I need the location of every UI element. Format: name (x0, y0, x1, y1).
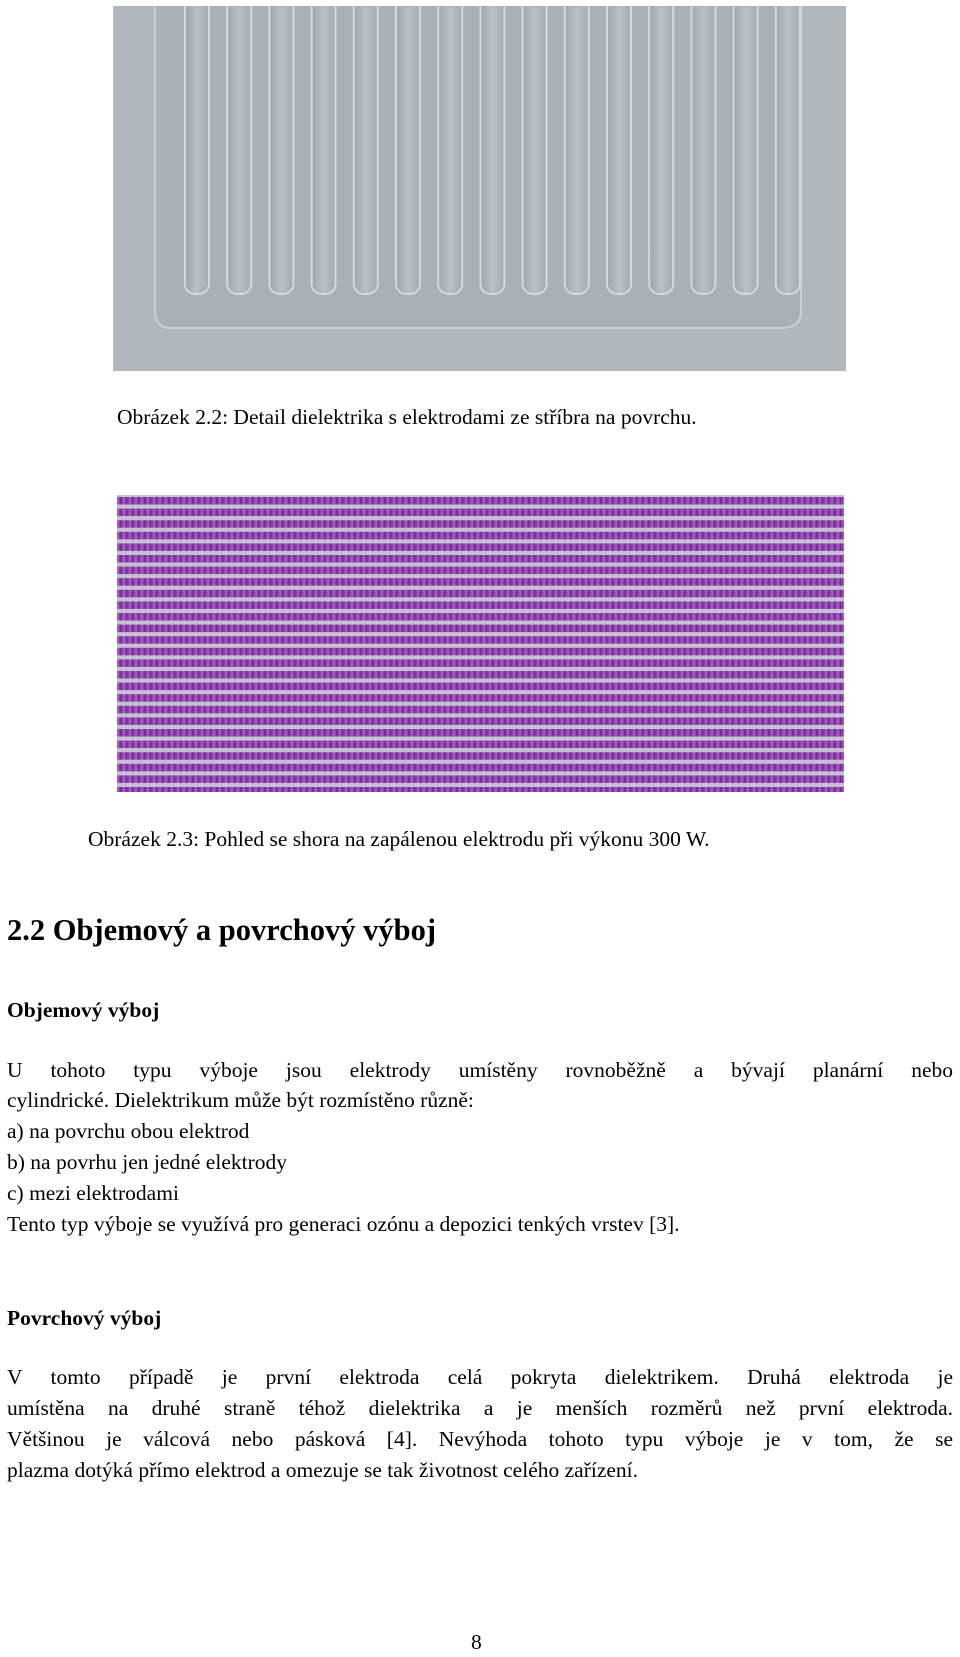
plasma-stripe (117, 683, 844, 691)
plasma-stripe (117, 659, 844, 667)
plasma-stripe (117, 497, 844, 505)
electrode-slot (185, 6, 209, 294)
electrode-slot (565, 6, 589, 294)
paragraph-line: U tohoto typu výboje jsou elektrody umístěny rovnoběžně a bývají planární nebo (7, 1058, 953, 1082)
plasma-stripes-illustration (117, 495, 844, 792)
plasma-stripe (117, 636, 844, 644)
plasma-stripe (117, 509, 844, 516)
list-item: b) na povrhu jen jedné elektrody (7, 1150, 288, 1174)
electrode-slot (734, 6, 758, 294)
plasma-stripe (117, 694, 844, 702)
plasma-stripe (117, 787, 844, 792)
electrode-slot (354, 6, 378, 294)
plasma-stripe (117, 613, 844, 621)
figure-caption-2-3: Obrázek 2.3: Pohled se shora na zapálenou elektrodu při výkonu 300 W. (88, 827, 710, 851)
plasma-stripe (117, 752, 844, 760)
section-heading: 2.2 Objemový a povrchový výboj (7, 913, 436, 947)
paragraph-line: Tento typ výboje se využívá pro generaci ozónu a depozici tenkých vrstev [3]. (7, 1212, 680, 1236)
comb-electrode-illustration (113, 6, 846, 371)
plasma-stripe (117, 555, 844, 563)
plasma-stripe (117, 648, 844, 656)
plasma-stripe (117, 729, 844, 737)
plasma-stripe (117, 764, 844, 772)
plasma-stripe (117, 706, 844, 714)
paragraph-line: plazma dotýká přímo elektrod a omezuje se tak životnost celého zařízení. (7, 1458, 639, 1482)
electrode-slot (480, 6, 504, 294)
electrode-slot (607, 6, 631, 294)
plasma-stripe (117, 578, 844, 586)
electrode-slot (227, 6, 251, 294)
plasma-stripe (117, 775, 844, 783)
figure-plasma-photo (117, 495, 844, 792)
subsection-heading-surface: Povrchový výboj (7, 1306, 162, 1330)
list-item: c) mezi elektrodami (7, 1181, 179, 1205)
plasma-stripe (117, 671, 844, 679)
electrode-slot (649, 6, 673, 294)
plasma-stripe (117, 741, 844, 749)
electrode-slot (269, 6, 293, 294)
electrode-slot (396, 6, 420, 294)
plasma-stripe (117, 567, 844, 575)
plasma-stripe (117, 717, 844, 725)
plasma-stripe (117, 532, 844, 540)
plasma-stripe (117, 625, 844, 633)
electrode-slot (312, 6, 336, 294)
paragraph-line: cylindrické. Dielektrikum může být rozmístěno různě: (7, 1088, 474, 1112)
plasma-stripe (117, 590, 844, 598)
figure-caption-2-2: Obrázek 2.2: Detail dielektrika s elektrodami ze stříbra na povrchu. (117, 405, 697, 429)
electrode-slot (691, 6, 715, 294)
paragraph-line: umístěna na druhé straně téhož dielektrika a je menších rozměrů než první elektroda. (7, 1396, 953, 1420)
electrode-slot (776, 6, 800, 294)
plasma-stripe (117, 520, 844, 528)
paragraph-line: V tomto případě je první elektroda celá pokryta dielektrikem. Druhá elektroda je (7, 1365, 953, 1389)
subsection-heading-volume: Objemový výboj (7, 998, 160, 1022)
figure-electrode-photo (113, 6, 846, 371)
list-item: a) na povrchu obou elektrod (7, 1119, 250, 1143)
electrode-slot (523, 6, 547, 294)
page-number: 8 (471, 1630, 482, 1654)
paragraph-line: Většinou je válcová nebo pásková [4]. Nevýhoda tohoto typu výboje je v tom, že se (7, 1427, 953, 1451)
plasma-stripe (117, 543, 844, 551)
plasma-stripe (117, 601, 844, 609)
electrode-slot (438, 6, 462, 294)
